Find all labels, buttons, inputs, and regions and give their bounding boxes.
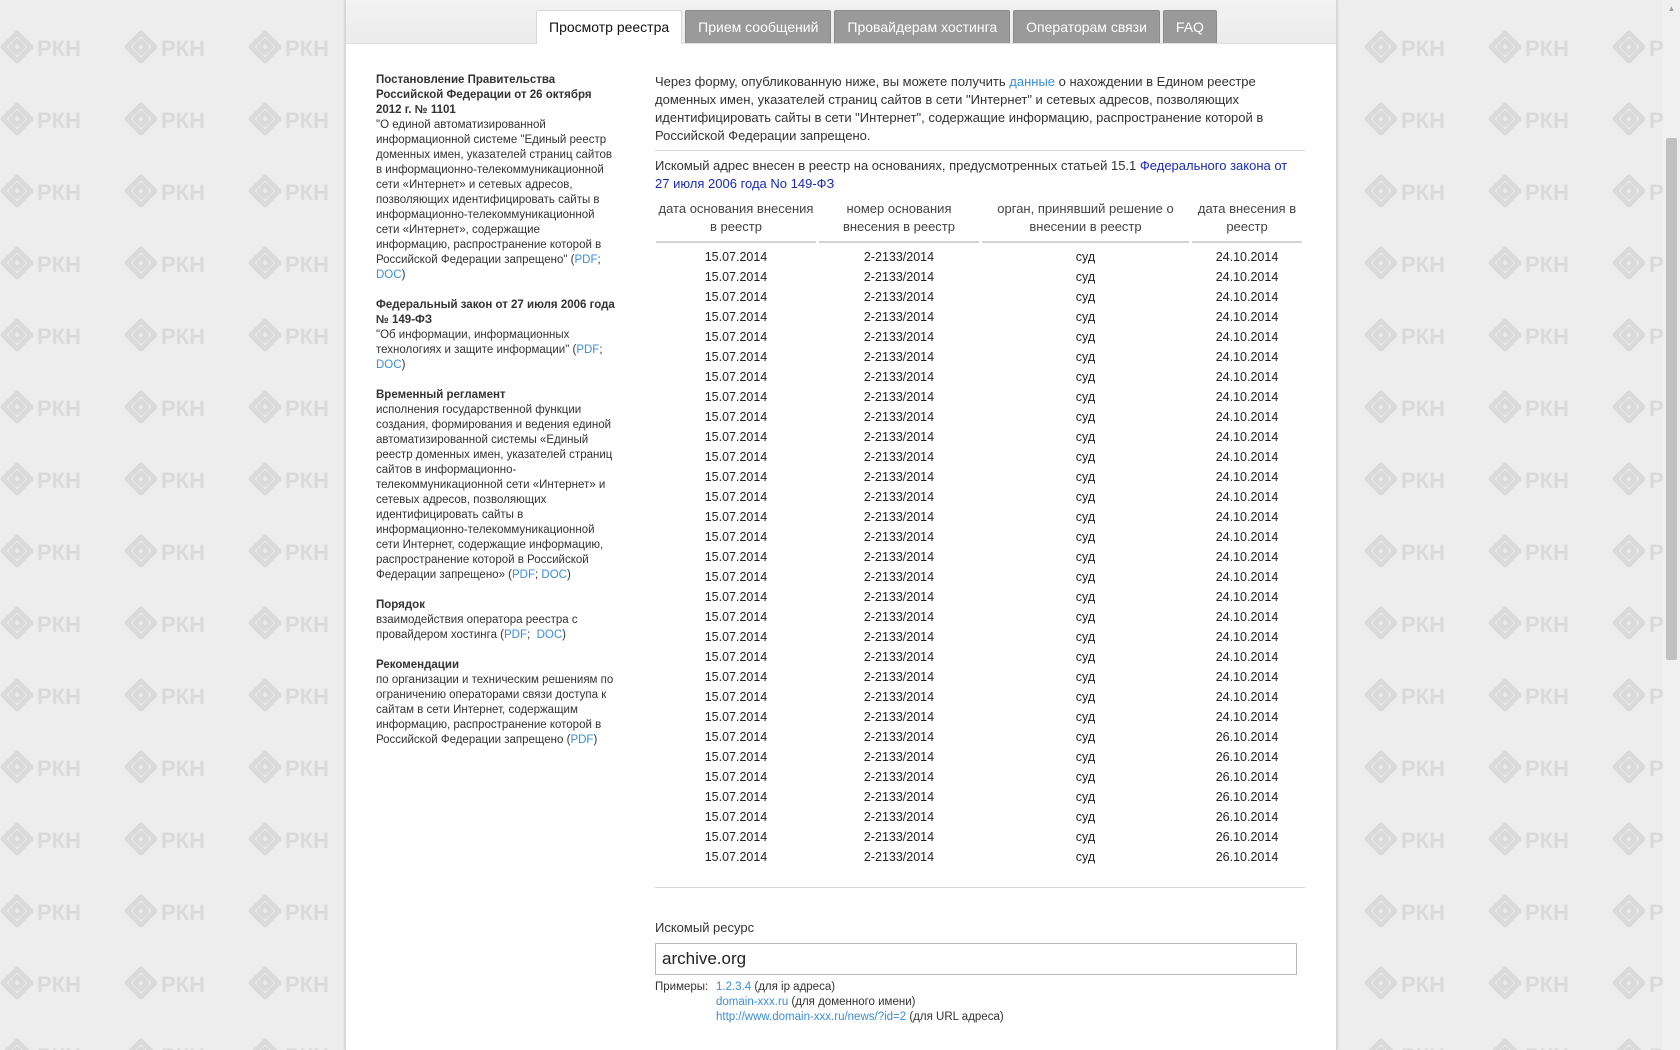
sidebar-doc-recommendations — [376, 658, 616, 748]
cell-basis-date: 15.07.2014 — [704, 550, 768, 564]
table-row — [656, 287, 1302, 307]
cell-basis-number: 2-2133/2014 — [863, 350, 935, 364]
tab-registry-view[interactable]: Просмотр реестра — [536, 10, 682, 44]
table-row — [656, 347, 1302, 367]
cell-authority: суд — [1075, 550, 1096, 564]
cell-basis-number: 2-2133/2014 — [863, 550, 935, 564]
doc-title: Порядок — [376, 599, 425, 611]
sidebar-doc-government-decree — [376, 73, 616, 283]
table-row — [656, 787, 1302, 807]
cell-authority: суд — [1075, 850, 1096, 864]
cell-inclusion-date: 26.10.2014 — [1215, 730, 1279, 744]
data-link[interactable]: данные — [1009, 74, 1056, 89]
federal-law-link[interactable]: Федерального закона от 27 июля 2006 года No 149-ФЗ — [655, 158, 1288, 191]
table-row — [656, 767, 1302, 787]
doc-description: взаимодействия оператора реестра с провайдером хостинга ( — [376, 614, 578, 641]
cell-inclusion-date: 24.10.2014 — [1215, 350, 1279, 364]
examples-block — [655, 980, 1305, 1025]
scrollbar-thumb[interactable] — [1666, 138, 1677, 660]
close-paren: ) — [566, 569, 571, 581]
cell-inclusion-date: 24.10.2014 — [1215, 530, 1279, 544]
cell-authority: суд — [1075, 430, 1096, 444]
table-row — [656, 367, 1302, 387]
example-note: (для URL адреса) — [906, 1011, 1004, 1023]
cell-basis-date: 15.07.2014 — [704, 770, 768, 784]
close-paren: ) — [562, 629, 566, 641]
cell-basis-date: 15.07.2014 — [704, 810, 768, 824]
cell-inclusion-date: 24.10.2014 — [1215, 330, 1279, 344]
table-row — [656, 267, 1302, 287]
cell-authority: суд — [1075, 750, 1096, 764]
cell-inclusion-date: 24.10.2014 — [1215, 570, 1279, 584]
cell-basis-number: 2-2133/2014 — [863, 430, 935, 444]
cell-basis-date: 15.07.2014 — [704, 310, 768, 324]
cell-inclusion-date: 24.10.2014 — [1215, 390, 1279, 404]
cell-inclusion-date: 24.10.2014 — [1215, 650, 1279, 664]
cell-basis-number: 2-2133/2014 — [863, 710, 935, 724]
page-container — [345, 0, 1337, 1050]
cell-basis-date: 15.07.2014 — [704, 710, 768, 724]
cell-authority: суд — [1075, 350, 1096, 364]
table-row — [656, 507, 1302, 527]
cell-basis-date: 15.07.2014 — [704, 850, 768, 864]
table-row — [656, 487, 1302, 507]
cell-authority: суд — [1075, 590, 1096, 604]
cell-basis-date: 15.07.2014 — [704, 330, 768, 344]
cell-authority: суд — [1075, 490, 1096, 504]
cell-authority: суд — [1075, 470, 1096, 484]
cell-inclusion-date: 24.10.2014 — [1215, 410, 1279, 424]
cell-authority: суд — [1075, 510, 1096, 524]
cell-inclusion-date: 24.10.2014 — [1215, 290, 1279, 304]
cell-basis-number: 2-2133/2014 — [863, 790, 935, 804]
cell-authority: суд — [1075, 270, 1096, 284]
table-row — [656, 627, 1302, 647]
cell-inclusion-date: 24.10.2014 — [1215, 430, 1279, 444]
cell-basis-date: 15.07.2014 — [704, 470, 768, 484]
table-row — [656, 707, 1302, 727]
table-row — [656, 647, 1302, 667]
table-row — [656, 827, 1302, 847]
doc-title: Постановление Правительства Российской Федерации от 26 октября 2012 г. № 1101 — [376, 74, 592, 116]
divider — [655, 150, 1305, 151]
cell-authority: суд — [1075, 790, 1096, 804]
divider — [655, 887, 1305, 888]
cell-basis-date: 15.07.2014 — [704, 690, 768, 704]
cell-basis-date: 15.07.2014 — [704, 250, 768, 264]
table-row — [656, 607, 1302, 627]
resource-label: Искомый ресурс — [655, 920, 755, 935]
cell-inclusion-date: 26.10.2014 — [1215, 770, 1279, 784]
link-separator: ; — [599, 344, 603, 356]
pdf-link[interactable]: PDF — [504, 629, 527, 641]
example-ip — [716, 980, 1004, 995]
cell-authority: суд — [1075, 570, 1096, 584]
cell-basis-date: 15.07.2014 — [704, 510, 768, 524]
cell-basis-number: 2-2133/2014 — [863, 450, 935, 464]
documents-sidebar — [376, 73, 616, 763]
example-domain — [716, 995, 1004, 1010]
registry-table — [653, 197, 1305, 867]
cell-basis-date: 15.07.2014 — [704, 590, 768, 604]
table-row — [656, 467, 1302, 487]
example-note: (для ip адреса) — [751, 981, 836, 993]
cell-inclusion-date: 24.10.2014 — [1215, 510, 1279, 524]
cell-basis-number: 2-2133/2014 — [863, 370, 935, 384]
cell-basis-number: 2-2133/2014 — [863, 490, 935, 504]
cell-authority: суд — [1075, 250, 1096, 264]
column-header-authority: орган, принявший решение о внесении в реестр — [982, 197, 1189, 243]
table-row — [656, 427, 1302, 447]
table-row — [656, 327, 1302, 347]
table-row — [656, 747, 1302, 767]
cell-inclusion-date: 24.10.2014 — [1215, 310, 1279, 324]
cell-authority: суд — [1075, 450, 1096, 464]
cell-authority: суд — [1075, 830, 1096, 844]
cell-basis-date: 15.07.2014 — [704, 730, 768, 744]
cell-basis-number: 2-2133/2014 — [863, 510, 935, 524]
cell-inclusion-date: 24.10.2014 — [1215, 470, 1279, 484]
table-row — [656, 387, 1302, 407]
cell-inclusion-date: 24.10.2014 — [1215, 490, 1279, 504]
cell-authority: суд — [1075, 670, 1096, 684]
cell-authority: суд — [1075, 530, 1096, 544]
cell-basis-date: 15.07.2014 — [704, 750, 768, 764]
column-header-basis-date: дата основания внесения в реестр — [656, 197, 816, 243]
cell-basis-date: 15.07.2014 — [704, 430, 768, 444]
basis-before: Искомый адрес внесен в реестр на основаниях, предусмотренных статьей 15.1 — [655, 158, 1140, 173]
cell-inclusion-date: 24.10.2014 — [1215, 670, 1279, 684]
intro-text — [655, 73, 1305, 145]
table-row — [656, 307, 1302, 327]
cell-basis-number: 2-2133/2014 — [863, 850, 935, 864]
pdf-link[interactable]: PDF — [512, 569, 535, 581]
cell-basis-number: 2-2133/2014 — [863, 590, 935, 604]
cell-basis-date: 15.07.2014 — [704, 610, 768, 624]
column-header-basis-number: номер основания внесения в реестр — [819, 197, 979, 243]
main-content — [655, 73, 1305, 1025]
table-row — [656, 547, 1302, 567]
cell-inclusion-date: 24.10.2014 — [1215, 690, 1279, 704]
cell-inclusion-date: 24.10.2014 — [1215, 610, 1279, 624]
cell-basis-number: 2-2133/2014 — [863, 750, 935, 764]
table-row — [656, 667, 1302, 687]
cell-basis-date: 15.07.2014 — [704, 390, 768, 404]
doc-description: по организации и техническим решениям по ограничению операторами связи доступа к сайтам в сети Интернет, содержащим информацию, распространение которой в Российской Федерации запрещено ( — [376, 674, 614, 746]
cell-basis-number: 2-2133/2014 — [863, 270, 935, 284]
cell-authority: суд — [1075, 690, 1096, 704]
close-paren: ) — [401, 359, 406, 371]
column-header-inclusion-date: дата внесения в реестр — [1192, 197, 1302, 243]
table-row — [656, 727, 1302, 747]
cell-basis-number: 2-2133/2014 — [863, 310, 935, 324]
cell-basis-number: 2-2133/2014 — [863, 530, 935, 544]
pdf-link[interactable]: PDF — [570, 734, 594, 746]
cell-basis-number: 2-2133/2014 — [863, 610, 935, 624]
cell-basis-date: 15.07.2014 — [704, 830, 768, 844]
cell-inclusion-date: 26.10.2014 — [1215, 790, 1279, 804]
pdf-link[interactable]: PDF — [574, 254, 598, 266]
cell-basis-number: 2-2133/2014 — [863, 650, 935, 664]
cell-authority: суд — [1075, 330, 1096, 344]
cell-basis-date: 15.07.2014 — [704, 670, 768, 684]
tab-faq[interactable]: FAQ — [1163, 10, 1217, 43]
cell-authority: суд — [1075, 410, 1096, 424]
cell-inclusion-date: 26.10.2014 — [1215, 750, 1279, 764]
sidebar-doc-procedure — [376, 598, 616, 643]
cell-authority: суд — [1075, 710, 1096, 724]
example-url-link[interactable]: http://www.domain-xxx.ru/news/?id=2 — [716, 1011, 907, 1023]
doc-title: Федеральный закон от 27 июля 2006 года № 149-ФЗ — [376, 299, 615, 326]
table-row — [656, 243, 1302, 267]
cell-inclusion-date: 24.10.2014 — [1215, 370, 1279, 384]
cell-basis-number: 2-2133/2014 — [863, 670, 935, 684]
doc-title: Временный регламент — [376, 389, 506, 401]
cell-authority: суд — [1075, 610, 1096, 624]
table-header-row — [656, 197, 1302, 243]
table-row — [656, 527, 1302, 547]
cell-inclusion-date: 24.10.2014 — [1215, 270, 1279, 284]
sidebar-doc-temporary-regulation — [376, 388, 616, 583]
doc-link[interactable]: DOC — [376, 269, 402, 281]
cell-basis-number: 2-2133/2014 — [863, 290, 935, 304]
example-ip-link[interactable]: 1.2.3.4 — [716, 981, 752, 993]
cell-basis-date: 15.07.2014 — [704, 490, 768, 504]
cell-basis-number: 2-2133/2014 — [863, 410, 935, 424]
cell-inclusion-date: 24.10.2014 — [1215, 250, 1279, 264]
link-separator: ; — [597, 254, 601, 266]
cell-basis-date: 15.07.2014 — [704, 410, 768, 424]
cell-basis-number: 2-2133/2014 — [863, 770, 935, 784]
cell-basis-date: 15.07.2014 — [704, 650, 768, 664]
cell-basis-date: 15.07.2014 — [704, 290, 768, 304]
cell-basis-number: 2-2133/2014 — [863, 250, 935, 264]
cell-authority: суд — [1075, 630, 1096, 644]
doc-link[interactable]: DOC — [376, 359, 402, 371]
resource-input[interactable] — [655, 943, 1297, 975]
cell-basis-number: 2-2133/2014 — [863, 810, 935, 824]
cell-basis-date: 15.07.2014 — [704, 350, 768, 364]
cell-inclusion-date: 24.10.2014 — [1215, 710, 1279, 724]
tab-list — [536, 10, 1217, 44]
intro-after: о нахождении в Едином реестре доменных имен, указателей страниц сайтов в сети "Интернет" и сетевых адресов, позволяющих идентифицировать сайты в сети "Интернет", содержащие информацию, распространение которой в Российской Федерации запрещено. — [655, 74, 1264, 143]
cell-inclusion-date: 24.10.2014 — [1215, 550, 1279, 564]
cell-authority: суд — [1075, 770, 1096, 784]
cell-basis-number: 2-2133/2014 — [863, 730, 935, 744]
doc-description: "О единой автоматизированной информационной системе "Единый реестр доменных имен, указателей страниц сайтов в информационно-телекоммуникационной сети «Интернет» и сетевых адресов, позволяющих идентифицировать сайты в информационно-телекоммуникационной сети «Интернет», содержащие информацию, распространение которой в Российской Федерации запрещено" ( — [376, 119, 612, 266]
table-row — [656, 587, 1302, 607]
cell-basis-number: 2-2133/2014 — [863, 330, 935, 344]
tab-bar — [346, 0, 1336, 44]
cell-inclusion-date: 26.10.2014 — [1215, 810, 1279, 824]
cell-basis-date: 15.07.2014 — [704, 270, 768, 284]
examples-label: Примеры: — [655, 981, 709, 993]
scroll-up-arrow-icon[interactable]: ▲ — [1667, 4, 1676, 13]
cell-basis-date: 15.07.2014 — [704, 630, 768, 644]
cell-basis-number: 2-2133/2014 — [863, 390, 935, 404]
doc-description: исполнения государственной функции создания, формирования и ведения единой автоматизированной системы «Единый реестр доменных имен, указателей страниц сайтов в информационно-телекоммуникационной сети «Интернет» и сетевых адресов, позволяющих идентифицировать сайты в информационно-телекоммуникационной сети Интернет, содержащие информацию, распространение которой в Российской Федерации запрещено» ( — [376, 404, 613, 581]
examples-list — [716, 980, 1004, 1025]
cell-authority: суд — [1075, 390, 1096, 404]
tab-telecom-operators[interactable]: Операторам связи — [1013, 10, 1160, 43]
doc-link[interactable]: DOC — [536, 629, 563, 641]
tab-hosting-providers[interactable]: Провайдерам хостинга — [834, 10, 1010, 43]
registry-basis-text — [655, 157, 1305, 193]
cell-basis-number: 2-2133/2014 — [863, 470, 935, 484]
cell-inclusion-date: 26.10.2014 — [1215, 830, 1279, 844]
cell-authority: суд — [1075, 730, 1096, 744]
close-paren: ) — [401, 269, 406, 281]
example-domain-link[interactable]: domain-xxx.ru — [716, 996, 789, 1008]
cell-basis-number: 2-2133/2014 — [863, 690, 935, 704]
cell-inclusion-date: 24.10.2014 — [1215, 630, 1279, 644]
table-row — [656, 447, 1302, 467]
cell-authority: суд — [1075, 650, 1096, 664]
cell-basis-number: 2-2133/2014 — [863, 570, 935, 584]
doc-link[interactable]: DOC — [541, 569, 567, 581]
cell-inclusion-date: 26.10.2014 — [1215, 850, 1279, 864]
example-note: (для доменного имени) — [788, 996, 916, 1008]
tab-message-intake[interactable]: Прием сообщений — [685, 10, 831, 43]
table-row — [656, 407, 1302, 427]
cell-basis-date: 15.07.2014 — [704, 450, 768, 464]
example-url — [716, 1010, 1004, 1025]
sidebar-doc-federal-law — [376, 298, 616, 373]
table-row — [656, 847, 1302, 867]
cell-authority: суд — [1075, 810, 1096, 824]
cell-basis-date: 15.07.2014 — [704, 530, 768, 544]
link-separator: ; — [527, 629, 537, 641]
cell-basis-date: 15.07.2014 — [704, 790, 768, 804]
cell-basis-number: 2-2133/2014 — [863, 830, 935, 844]
cell-basis-date: 15.07.2014 — [704, 570, 768, 584]
table-row — [656, 807, 1302, 827]
cell-basis-number: 2-2133/2014 — [863, 630, 935, 644]
table-row — [656, 567, 1302, 587]
cell-authority: суд — [1075, 310, 1096, 324]
doc-title: Рекомендации — [376, 659, 460, 671]
intro-before: Через форму, опубликованную ниже, вы можете получить — [655, 74, 1010, 89]
link-separator: ; — [535, 569, 542, 581]
cell-basis-date: 15.07.2014 — [704, 370, 768, 384]
close-paren: ) — [593, 734, 598, 746]
pdf-link[interactable]: PDF — [576, 344, 600, 356]
cell-inclusion-date: 24.10.2014 — [1215, 450, 1279, 464]
table-row — [656, 687, 1302, 707]
cell-inclusion-date: 24.10.2014 — [1215, 590, 1279, 604]
doc-description: "Об информации, информационных технологиях и защите информации" ( — [376, 329, 577, 356]
table-body — [656, 243, 1302, 867]
vertical-scrollbar[interactable] — [1663, 0, 1680, 1050]
cell-authority: суд — [1075, 370, 1096, 384]
cell-authority: суд — [1075, 290, 1096, 304]
